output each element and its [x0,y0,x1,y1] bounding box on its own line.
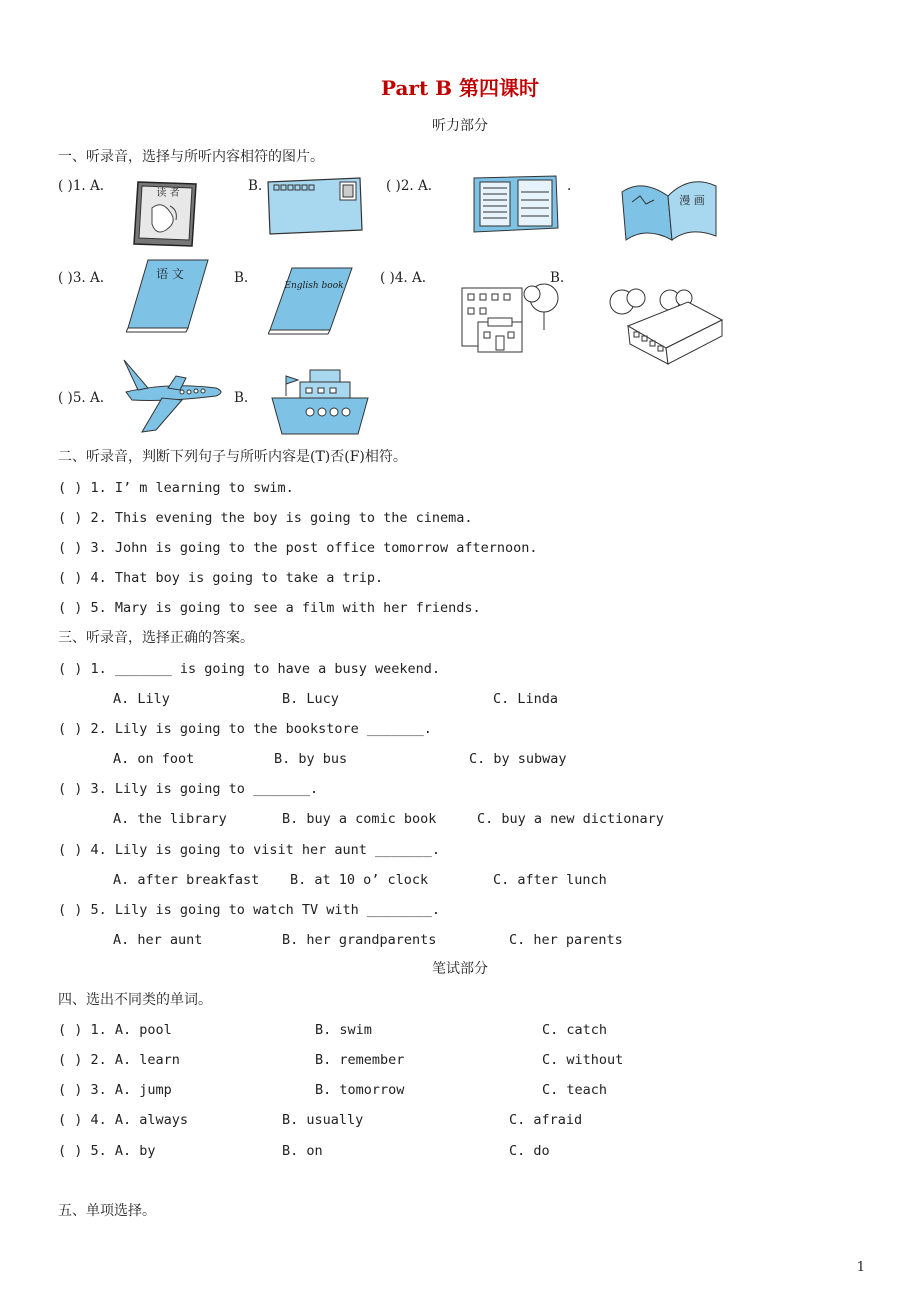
s3-q3-option-c: C. buy a new dictionary [477,811,664,827]
s4-q3-option-c: C. teach [542,1082,608,1098]
s3-q5-option-b: B. her grandparents [282,932,437,948]
s3-q3: ( ) 3. Lily is going to _______. [58,781,319,797]
s1-q1-b-label: B. [248,178,263,194]
english-book-text: English book [284,281,344,291]
envelope-image [264,176,364,240]
section5-heading: 五、单项选择。 [58,1203,156,1219]
s1-q3-label: ( )3. A. [58,270,105,286]
s4-q4-option-c: C. afraid [509,1112,583,1128]
s4-q5-option-b: B. on [282,1143,323,1159]
s2-item-2: ( ) 2. This evening the boy is going to the cinema. [58,510,473,526]
s4-q1-option-c: C. catch [542,1022,608,1038]
comic-text: 漫 画 [679,194,705,207]
s3-q4: ( ) 4. Lily is going to visit her aunt _______. [58,842,441,858]
s1-q1-label: ( )1. A. [58,178,105,194]
page-number: 1 [856,1260,865,1275]
newspaper-image [470,174,560,238]
s3-q4-option-a: A. after breakfast [113,872,260,888]
s4-q1-option-b: B. swim [315,1022,372,1038]
section2-heading: 二、听录音，判断下列句子与所听内容是(T)否(F)相符。 [58,449,407,465]
s2-item-3: ( ) 3. John is going to the post office tomorrow afternoon. [58,540,538,556]
s4-q3: ( ) 3. A. jump [58,1082,172,1098]
s4-q2-option-c: C. without [542,1052,624,1068]
s3-q2-option-c: C. by subway [469,751,567,767]
s4-q3-option-b: B. tomorrow [315,1082,405,1098]
s1-q5-label: ( )5. A. [58,390,105,406]
ship-image [270,360,370,442]
s3-q5: ( ) 5. Lily is going to watch TV with ________. [58,902,441,918]
s1-q2-label: ( )2. A. [386,178,433,194]
s3-q2-option-b: B. by bus [274,751,348,767]
s3-q1-option-c: C. Linda [493,691,559,707]
s1-q5-b-label: B. [234,390,249,406]
s3-q2-option-a: A. on foot [113,751,195,767]
s4-q2: ( ) 2. A. learn [58,1052,180,1068]
s3-q1-option-b: B. Lucy [282,691,339,707]
comic-book-image [618,172,720,246]
s3-q5-option-c: C. her parents [509,932,623,948]
s2-item-1: ( ) 1. I’ m learning to swim. [58,480,294,496]
s3-q1-option-a: A. Lily [113,691,170,707]
s2-item-5: ( ) 5. Mary is going to see a film with her friends. [58,600,481,616]
s4-q5: ( ) 5. A. by [58,1143,156,1159]
s4-q5-option-c: C. do [509,1143,550,1159]
s3-q5-option-a: A. her aunt [113,932,203,948]
s3-q3-option-a: A. the library [113,811,227,827]
english-book-image [268,266,354,340]
writing-section-title: 笔试部分 [432,961,488,977]
s4-q4: ( ) 4. A. always [58,1112,189,1128]
s1-q4-label: ( )4. A. [380,270,427,286]
s1-q3-b-label: B. [234,270,249,286]
s3-q3-option-b: B. buy a comic book [282,811,437,827]
listening-section-title: 听力部分 [432,118,488,134]
section3-heading: 三、听录音，选择正确的答案。 [58,630,254,646]
s4-q1: ( ) 1. A. pool [58,1022,172,1038]
s1-q2-b-label: . [567,178,572,194]
section1-heading: 一、听录音，选择与所听内容相符的图片。 [58,149,324,165]
section4-heading: 四、选出不同类的单词。 [58,992,212,1008]
hospital-building-image [458,280,564,360]
s4-q4-option-b: B. usually [282,1112,364,1128]
chinese-book-image [126,258,210,338]
airplane-image [122,356,226,440]
s3-q4-option-c: C. after lunch [493,872,607,888]
s3-q2: ( ) 2. Lily is going to the bookstore _______. [58,721,432,737]
chinese-book-text: 语 文 [156,267,184,281]
page-title: Part B 第四课时 [380,76,540,100]
reader-magazine-image [132,178,204,254]
s2-item-4: ( ) 4. That boy is going to take a trip. [58,570,384,586]
s3-q1: ( ) 1. _______ is going to have a busy weekend. [58,661,441,677]
book1-text: 读 者 [156,188,180,199]
s1-q4-b-label: B. [550,270,565,286]
s3-q4-option-b: B. at 10 o’ clock [290,872,429,888]
school-building-image [606,288,726,372]
s4-q2-option-b: B. remember [315,1052,405,1068]
